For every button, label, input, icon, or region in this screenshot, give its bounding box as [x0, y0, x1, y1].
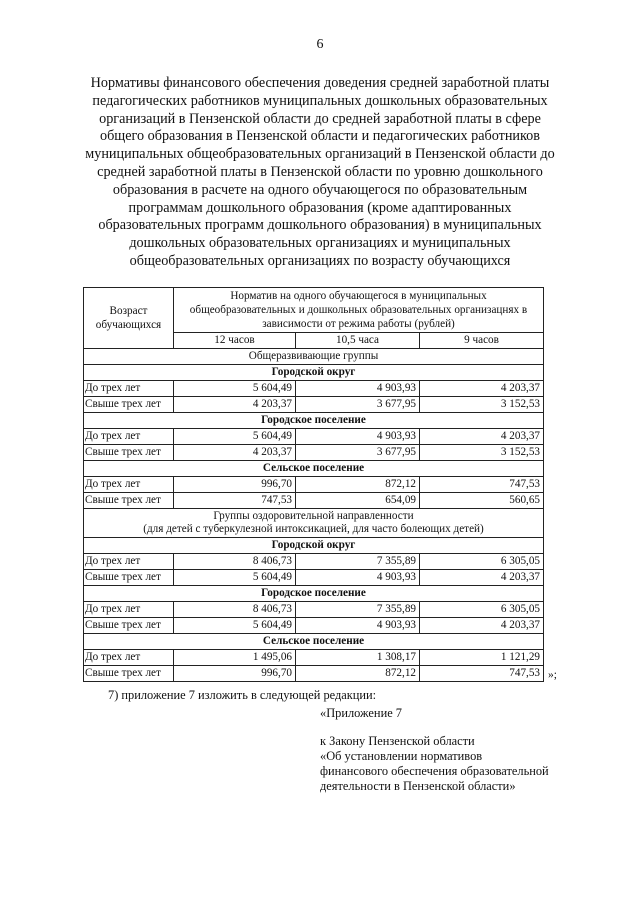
subsection-row	[84, 365, 544, 381]
appendix-heading: «Приложение 7	[320, 706, 402, 720]
law-reference-line: к Закону Пензенской области	[320, 734, 475, 748]
value-cell: 4 903,93	[296, 570, 420, 586]
value-cell: 4 203,37	[174, 397, 296, 413]
value-cell: 3 152,53	[420, 445, 544, 461]
value-cell: 6 305,05	[420, 554, 544, 570]
table-row	[84, 570, 544, 586]
value-cell: 3 677,95	[296, 445, 420, 461]
table-row	[84, 618, 544, 634]
header-mode: 9 часов	[420, 333, 544, 349]
table-header-row	[84, 288, 544, 333]
value-cell: 4 203,37	[420, 618, 544, 634]
subsection-row	[84, 586, 544, 602]
value-cell: 3 152,53	[420, 397, 544, 413]
value-cell: 1 495,06	[174, 650, 296, 666]
group-title-row	[84, 349, 544, 365]
table-row	[84, 397, 544, 413]
value-cell: 747,53	[420, 666, 544, 682]
subsection-title: Городское поселение	[84, 586, 544, 602]
value-cell: 5 604,49	[174, 570, 296, 586]
value-cell: 996,70	[174, 666, 296, 682]
header-mode: 12 часов	[174, 333, 296, 349]
value-cell: 5 604,49	[174, 429, 296, 445]
value-cell: 8 406,73	[174, 554, 296, 570]
value-cell: 6 305,05	[420, 602, 544, 618]
law-reference-line: финансового обеспечения образовательной	[320, 764, 549, 778]
subsection-row	[84, 538, 544, 554]
age-cell: Свыше трех лет	[84, 445, 174, 461]
group-title-text: Общеразвивающие группы	[248, 350, 379, 362]
group-title-text: Группы оздоровительной направленности	[213, 510, 414, 522]
value-cell: 872,12	[296, 666, 420, 682]
value-cell: 996,70	[174, 477, 296, 493]
subsection-row	[84, 413, 544, 429]
subsection-row	[84, 461, 544, 477]
law-reference	[320, 734, 549, 794]
value-cell: 747,53	[174, 493, 296, 509]
value-cell: 5 604,49	[174, 381, 296, 397]
table-row	[84, 666, 544, 682]
law-reference-line: деятельности в Пензенской области»	[320, 779, 516, 793]
age-cell: До трех лет	[84, 554, 174, 570]
age-cell: Свыше трех лет	[84, 570, 174, 586]
subsection-title: Сельское поселение	[84, 634, 544, 650]
table-row	[84, 650, 544, 666]
value-cell: 4 203,37	[420, 429, 544, 445]
value-cell: 7 355,89	[296, 554, 420, 570]
table-row	[84, 602, 544, 618]
value-cell: 654,09	[296, 493, 420, 509]
age-cell: До трех лет	[84, 429, 174, 445]
age-cell: Свыше трех лет	[84, 493, 174, 509]
table-row	[84, 477, 544, 493]
amendment-item-7: 7) приложение 7 изложить в следующей редакции:	[108, 688, 377, 702]
closing-quote: »;	[548, 669, 557, 681]
value-cell: 7 355,89	[296, 602, 420, 618]
value-cell: 872,12	[296, 477, 420, 493]
value-cell: 4 903,93	[296, 381, 420, 397]
age-cell: Свыше трех лет	[84, 666, 174, 682]
group-title-row	[84, 509, 544, 538]
law-reference-line: «Об установлении нормативов	[320, 749, 483, 763]
subsection-title: Сельское поселение	[84, 461, 544, 477]
value-cell: 3 677,95	[296, 397, 420, 413]
page-number: 6	[316, 37, 324, 52]
value-cell: 8 406,73	[174, 602, 296, 618]
value-cell: 1 121,29	[420, 650, 544, 666]
table-row	[84, 493, 544, 509]
document-title: Нормативы финансового обеспечения доведения средней заработной платы педагогических работников муниципальных дошкольных образовательных организаций в Пензенской области до средней заработной платы в сфере общего образования в Пензенской области и педагогических работников муниципальных общеобразовательных организаций в Пензенской области до средней заработной платы в Пензенской области по уровню дошкольного образования в расчете на одного обучающегося по образовательным программам дошкольного образования (кроме адаптированных образовательных программ дошкольного образования) в муниципальных дошкольных образовательных организациях и муниципальных общеобразовательных организациях по возрасту обучающихся	[85, 75, 555, 269]
subsection-title: Городское поселение	[84, 413, 544, 429]
norms-table	[83, 287, 544, 682]
value-cell: 747,53	[420, 477, 544, 493]
table-row	[84, 429, 544, 445]
group-title	[84, 509, 544, 538]
subsection-title: Городской округ	[84, 538, 544, 554]
age-cell: Свыше трех лет	[84, 618, 174, 634]
age-cell: До трех лет	[84, 381, 174, 397]
header-age: Возраст обучающихся	[84, 288, 174, 349]
value-cell: 4 203,37	[420, 381, 544, 397]
group-title-extra: (для детей с туберкулезной интоксикацией, для часто болеющих детей)	[143, 523, 484, 535]
value-cell: 4 203,37	[174, 445, 296, 461]
value-cell: 560,65	[420, 493, 544, 509]
age-cell: Свыше трех лет	[84, 397, 174, 413]
table-row	[84, 445, 544, 461]
subsection-row	[84, 634, 544, 650]
value-cell: 1 308,17	[296, 650, 420, 666]
subsection-title: Городской округ	[84, 365, 544, 381]
table-row	[84, 554, 544, 570]
header-norm: Норматив на одного обучающегося в муниципальных общеобразовательных и дошкольных образовательных организацнях в зависимости от режима работы (рублей)	[174, 288, 544, 333]
value-cell: 4 903,93	[296, 429, 420, 445]
age-cell: До трех лет	[84, 650, 174, 666]
value-cell: 4 903,93	[296, 618, 420, 634]
table-row	[84, 381, 544, 397]
header-mode: 10,5 часа	[296, 333, 420, 349]
age-cell: До трех лет	[84, 602, 174, 618]
value-cell: 5 604,49	[174, 618, 296, 634]
age-cell: До трех лет	[84, 477, 174, 493]
group-title	[84, 349, 544, 365]
value-cell: 4 203,37	[420, 570, 544, 586]
